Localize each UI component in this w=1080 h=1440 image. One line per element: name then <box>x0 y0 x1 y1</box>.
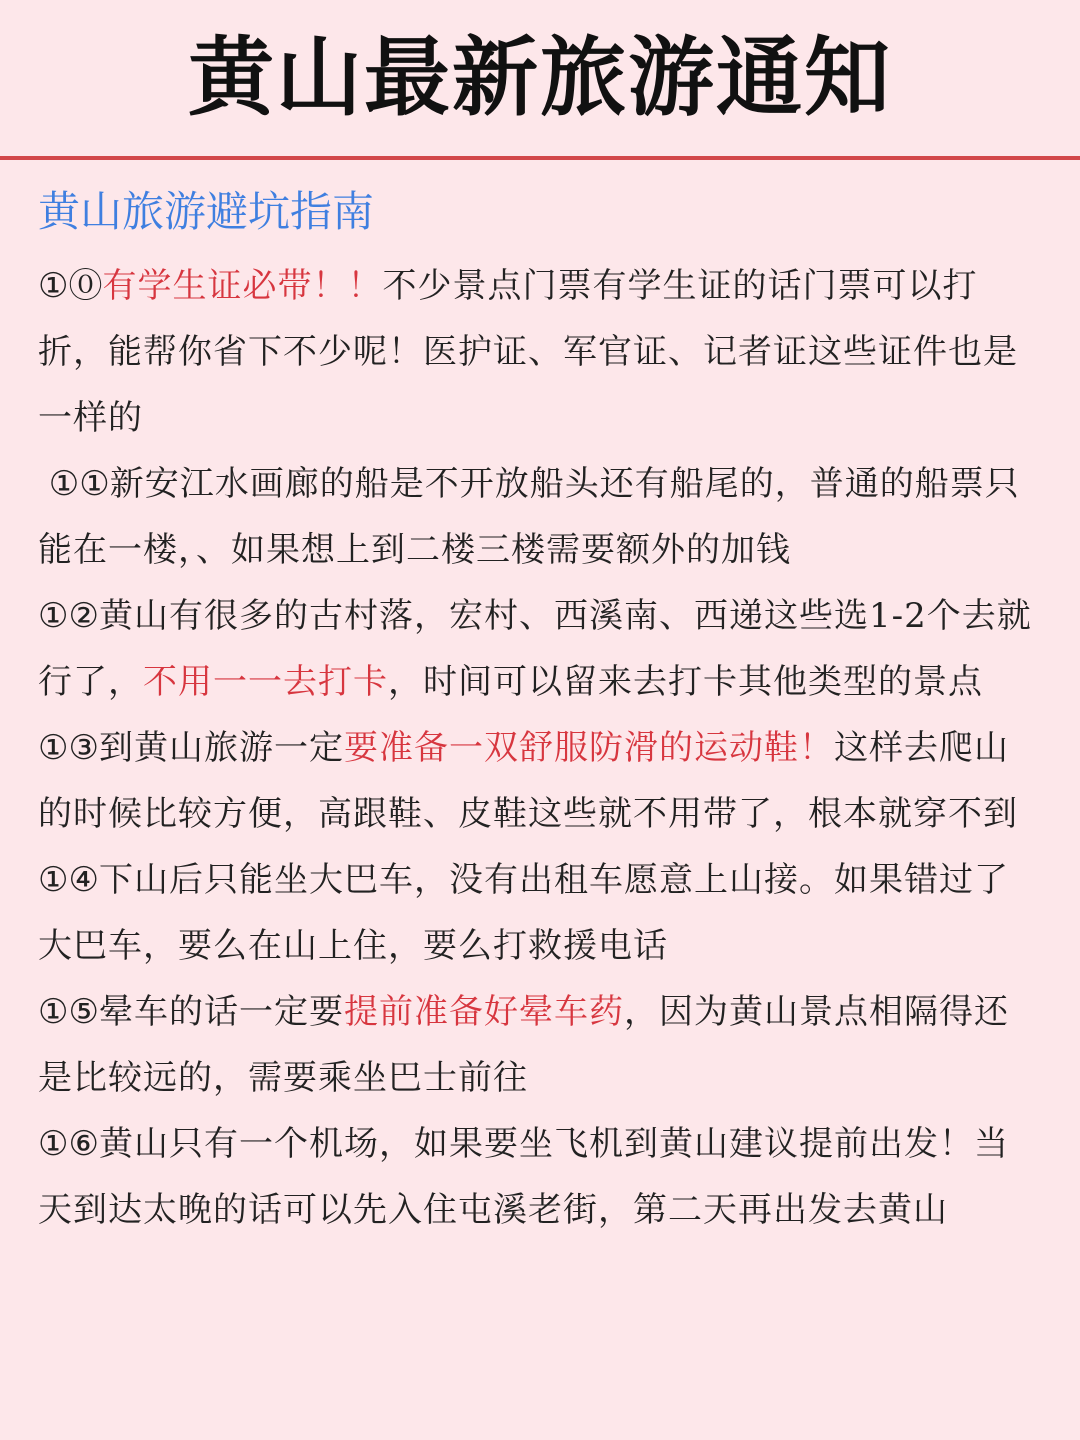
tip-item-12 <box>38 583 1038 715</box>
tip-item-15 <box>38 979 1038 1111</box>
page-title: 黄山最新旅游通知 <box>188 28 892 128</box>
tip-text: 到黄山旅游一定 <box>98 727 344 768</box>
tip-item-11 <box>38 451 1038 583</box>
tip-item-16 <box>38 1111 1038 1243</box>
tip-item-13 <box>38 715 1038 847</box>
tip-text: 晕车的话一定要 <box>98 991 344 1032</box>
tip-highlight: 不用一一去打卡 <box>143 661 388 702</box>
tip-text: ，因为黄山景点相隔得还是比较远的，需要乘坐巴士前往 <box>38 991 1009 1098</box>
section-subtitle: 黄山旅游避坑指南 <box>38 187 375 236</box>
tip-text: 这样去爬山的时候比较方便，高跟鞋、皮鞋这些就不用带了，根本就穿不到 <box>38 727 1018 834</box>
tip-text: 下山后只能坐大巴车，没有出租车愿意上山接。如果错过了大巴车，要么在山上住，要么打救援电话 <box>38 859 1009 966</box>
tip-highlight: 有学生证必带！！ <box>102 265 383 306</box>
tip-number: ①③ <box>38 727 99 768</box>
tip-highlight: 要准备一双舒服防滑的运动鞋！ <box>343 727 834 768</box>
tip-number: ①① <box>38 463 110 504</box>
tip-text: 黄山只有一个机场，如果要坐飞机到黄山建议提前出发！当天到达太晚的话可以先入住屯溪老街，第二天再出发去黄山 <box>38 1123 1009 1230</box>
tip-text: 黄山有很多的古村落，宏村、西溪南、西递这些选1-2个去就行了， <box>38 595 1032 702</box>
tip-number: ①⑤ <box>38 991 99 1032</box>
tip-item-10 <box>38 253 1038 451</box>
tip-item-14 <box>38 847 1038 979</box>
tip-number: ①⑥ <box>38 1123 99 1164</box>
content <box>0 160 1080 1243</box>
tip-text: ，时间可以留来去打卡其他类型的景点 <box>388 661 983 702</box>
header <box>0 0 1080 160</box>
tip-number: ①④ <box>38 859 99 900</box>
tip-highlight: 提前准备好晕车药 <box>343 991 624 1032</box>
tip-text: 新安江水画廊的船是不开放船头还有船尾的，普通的船票只能在一楼，、如果想上到二楼三楼需要额外的加钱 <box>38 463 1020 570</box>
tip-text: 不少景点门票有学生证的话门票可以打折，能帮你省下不少呢！医护证、军官证、记者证这些证件也是一样的 <box>38 265 1018 438</box>
tip-number: ①⓪ <box>38 265 103 306</box>
tip-number: ①② <box>38 595 99 636</box>
